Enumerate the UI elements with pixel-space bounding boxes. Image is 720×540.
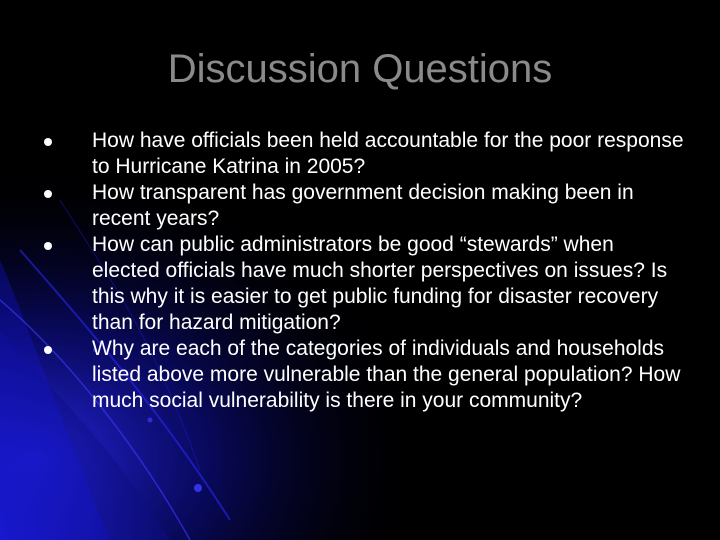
bullet-list [44, 128, 684, 414]
slide-title: Discussion Questions [167, 47, 553, 91]
list-item [44, 336, 684, 414]
list-item [44, 128, 684, 180]
list-item [44, 232, 684, 336]
bullet-dot-icon [44, 242, 52, 250]
bullet-text: How have officials been held accountable for the poor response to Hurricane Katrina in 2005? [92, 129, 684, 178]
bullet-dot-icon [44, 346, 52, 354]
bullet-text: How can public administrators be good “stewards” when elected officials have much shorter perspectives on issues? Is this why it is easier to get public funding for disaster recovery than for hazard mitigation? [92, 233, 668, 334]
bullet-text: Why are each of the categories of individuals and households listed above more vulnerable than the general population? How much social vulnerability is there in your community? [92, 337, 681, 412]
bullet-dot-icon [44, 138, 52, 146]
bullet-text: How transparent has government decision making been in recent years? [92, 181, 634, 230]
bullet-dot-icon [44, 190, 52, 198]
list-item [44, 180, 684, 232]
